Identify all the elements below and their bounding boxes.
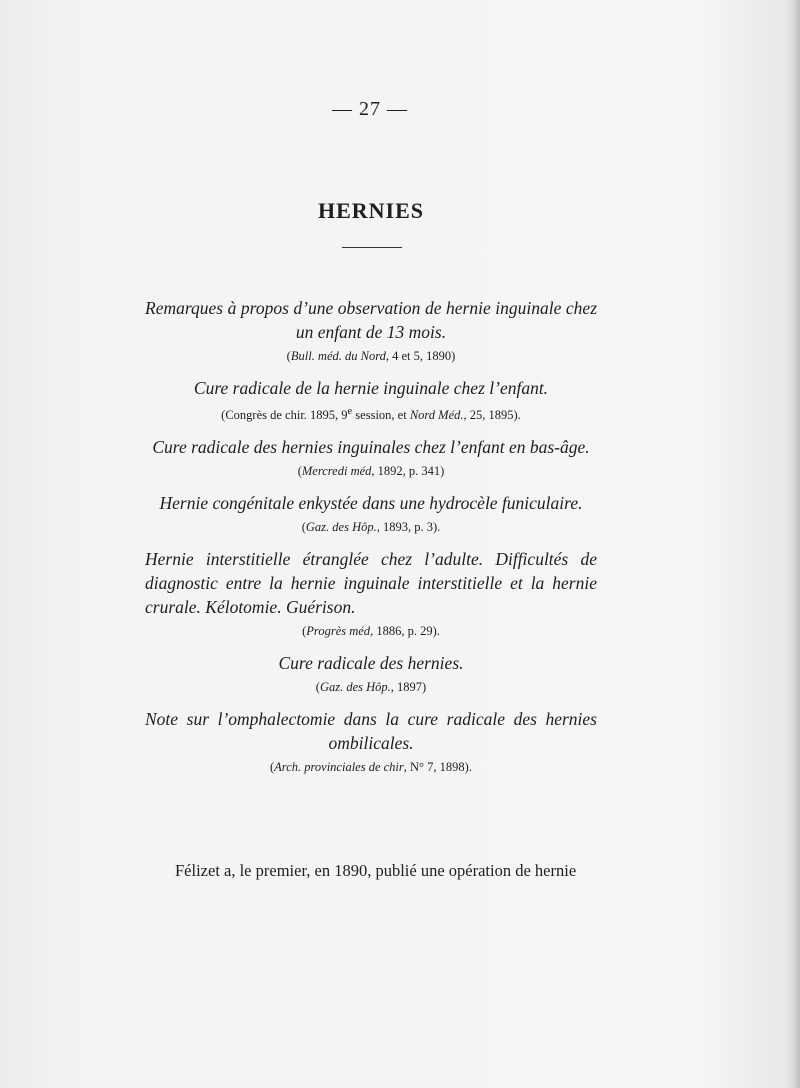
bibliography-entry bbox=[145, 651, 597, 695]
entry-title: Note sur l’omphalectomie dans la cure radicale des hernies ombilicales. bbox=[145, 709, 597, 754]
bibliography-entry bbox=[145, 296, 597, 364]
entry-reference: (Gaz. des Hôp., 1897) bbox=[315, 680, 427, 695]
entry-source: Progrès méd bbox=[306, 624, 371, 639]
bibliography-entry bbox=[145, 376, 597, 423]
entry-title: Remarques à propos d’une observation de hernie inguinale chez un enfant de 13 mois. bbox=[145, 298, 597, 342]
entry-reference: (Progrès méd, 1886, p. 29). bbox=[302, 624, 440, 639]
bibliography-list bbox=[145, 296, 597, 787]
entry-title: Cure radicale des hernies inguinales chez l’enfant en bas-âge. bbox=[152, 437, 590, 458]
entry-source: Gaz. des Hôp., bbox=[319, 680, 394, 695]
entry-reference: (Mercredi méd, 1892, p. 341) bbox=[297, 464, 445, 479]
entry-title: Hernie interstitielle étranglée chez l’adulte. Difficultés de diagnostic entre la hernie inguinale interstitielle et la hernie crurale. Kélotomie. Guérison. bbox=[145, 549, 597, 618]
entry-reference: (Gaz. des Hôp., 1893, p. 3). bbox=[301, 520, 441, 535]
entry-reference: (Congrès de chir. 1895, 9e session, et Nord Méd., 25, 1895). bbox=[221, 406, 521, 423]
section-title: HERNIES bbox=[317, 198, 425, 223]
bibliography-entry bbox=[145, 491, 597, 535]
entry-reference: (Arch. provinciales de chir, N° 7, 1898). bbox=[270, 760, 472, 775]
entry-reference: (Bull. méd. du Nord, 4 et 5, 1890) bbox=[286, 349, 456, 363]
entry-source: Bull. méd. du Nord, bbox=[290, 349, 389, 363]
title-rule bbox=[342, 247, 402, 248]
bibliography-entry bbox=[145, 435, 597, 479]
entry-source: Arch. provinciales de chir bbox=[274, 760, 404, 775]
entry-source: Gaz. des Hôp., bbox=[305, 520, 380, 535]
bibliography-entry bbox=[145, 547, 597, 639]
bibliography-entry bbox=[145, 707, 597, 775]
entry-title: Cure radicale de la hernie inguinale chez l’enfant. bbox=[193, 378, 549, 398]
page-number: — 27 — bbox=[332, 98, 408, 120]
body-paragraph: Félizet a, le premier, en 1890, publié une opération de hernie bbox=[175, 861, 577, 880]
entry-title: Cure radicale des hernies. bbox=[278, 653, 464, 674]
entry-title: Hernie congénitale enkystée dans une hydrocèle funiculaire. bbox=[159, 493, 583, 514]
entry-source: Mercredi méd bbox=[301, 464, 372, 479]
entry-source: Nord Méd., bbox=[409, 408, 467, 423]
page-spine-shadow bbox=[786, 0, 800, 1088]
